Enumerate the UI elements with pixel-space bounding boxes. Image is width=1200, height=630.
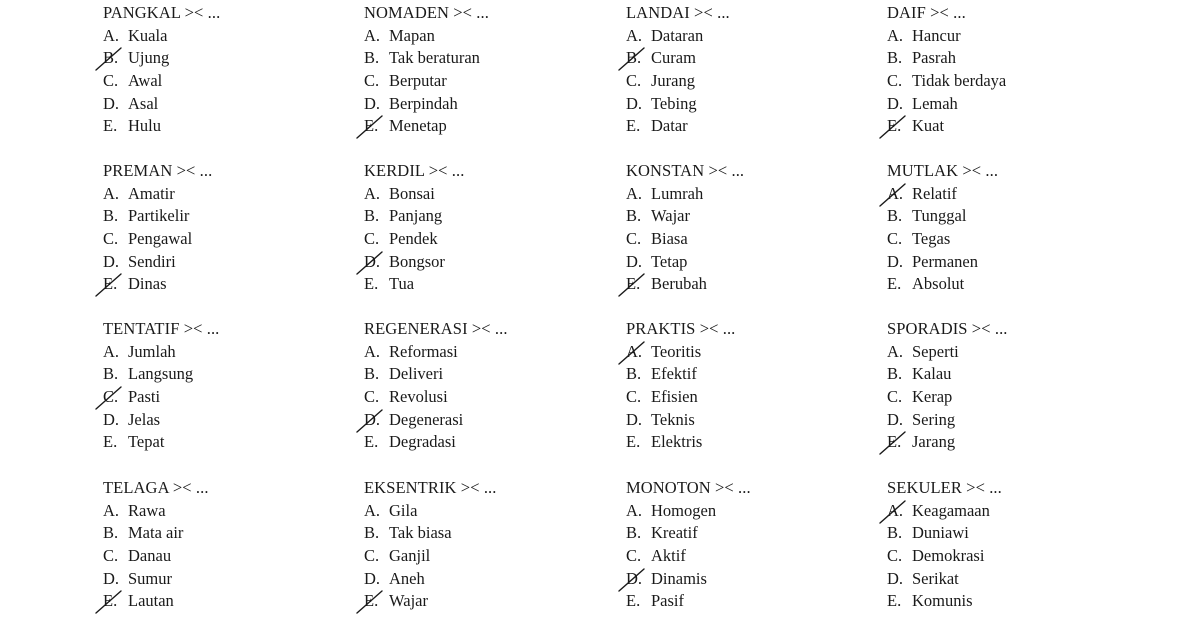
answer-option [626, 341, 866, 364]
option-text: Keagamaan [912, 500, 990, 520]
option-text: Tua [389, 274, 415, 294]
answer-option [364, 251, 604, 274]
option-text: Komunis [912, 591, 973, 611]
option-text: Elektris [651, 432, 703, 452]
answer-option [103, 93, 343, 116]
answer-option [364, 386, 604, 409]
question-title: LANDAI >< ... [626, 3, 730, 22]
answer-option [626, 25, 866, 48]
option-letter: D. [364, 568, 381, 588]
question-block [364, 477, 604, 613]
answer-option [626, 522, 866, 545]
option-letter: E. [103, 591, 118, 611]
answer-option [364, 25, 604, 48]
option-text: Degradasi [389, 432, 456, 452]
question-block [364, 2, 604, 138]
option-letter: A. [103, 341, 120, 361]
answer-option [103, 386, 343, 409]
option-letter: B. [103, 206, 119, 226]
option-letter: E. [626, 116, 641, 136]
option-text: Pasrah [912, 48, 956, 68]
answer-option [626, 590, 866, 613]
option-text: Dataran [651, 25, 704, 45]
option-letter: D. [103, 409, 120, 429]
answer-option [103, 500, 343, 523]
option-letter: E. [887, 116, 902, 136]
option-letter: A. [887, 183, 904, 203]
answer-option [887, 409, 1127, 432]
answer-option [887, 228, 1127, 251]
option-text: Pengawal [128, 229, 193, 249]
answer-option [103, 70, 343, 93]
answer-option [103, 568, 343, 591]
option-letter: B. [626, 206, 642, 226]
option-text: Tepat [128, 432, 165, 452]
answer-option [887, 183, 1127, 206]
option-text: Hulu [128, 116, 161, 136]
option-text: Aktif [651, 546, 686, 566]
question-title: KERDIL >< ... [364, 161, 465, 180]
option-letter: D. [626, 93, 643, 113]
answer-option [887, 500, 1127, 523]
answer-option [364, 431, 604, 454]
option-text: Mapan [389, 25, 435, 45]
option-letter: E. [103, 274, 118, 294]
option-letter: D. [626, 568, 643, 588]
option-text: Teoritis [651, 341, 702, 361]
answer-option [103, 183, 343, 206]
option-letter: B. [103, 523, 119, 543]
option-letter: E. [364, 116, 379, 136]
answer-option [103, 431, 343, 454]
answer-option [626, 363, 866, 386]
option-letter: D. [364, 251, 381, 271]
answer-option [887, 341, 1127, 364]
option-text: Menetap [389, 116, 447, 136]
option-text: Aneh [389, 568, 425, 588]
option-text: Pendek [389, 229, 438, 249]
option-letter: E. [364, 591, 379, 611]
answer-option [887, 47, 1127, 70]
option-letter: B. [364, 206, 380, 226]
option-text: Berpindah [389, 93, 458, 113]
answer-option [626, 47, 866, 70]
option-letter: D. [626, 409, 643, 429]
option-text: Tegas [912, 229, 951, 249]
option-text: Wajar [651, 206, 690, 226]
question-block [626, 318, 866, 454]
option-text: Revolusi [389, 387, 448, 407]
option-letter: B. [364, 523, 380, 543]
option-text: Lumrah [651, 183, 704, 203]
option-letter: E. [887, 274, 902, 294]
option-text: Pasif [651, 591, 684, 611]
question-title: SPORADIS >< ... [887, 319, 1008, 338]
option-text: Seperti [912, 341, 959, 361]
option-text: Tunggal [912, 206, 967, 226]
answer-option [887, 545, 1127, 568]
question-block [626, 2, 866, 138]
option-letter: C. [364, 546, 380, 566]
question-block [103, 160, 343, 296]
option-letter: E. [103, 432, 118, 452]
option-text: Mata air [128, 523, 184, 543]
option-letter: B. [887, 523, 903, 543]
option-text: Deliveri [389, 364, 444, 384]
option-text: Tidak berdaya [912, 71, 1007, 91]
answer-option [887, 251, 1127, 274]
answer-option [626, 431, 866, 454]
option-text: Awal [128, 71, 163, 91]
option-letter: D. [887, 409, 904, 429]
option-letter: A. [626, 500, 643, 520]
question-title: TENTATIF >< ... [103, 319, 220, 338]
question-title: PREMAN >< ... [103, 161, 213, 180]
option-letter: C. [887, 229, 903, 249]
option-letter: A. [364, 341, 381, 361]
answer-option [364, 545, 604, 568]
answer-option [364, 341, 604, 364]
option-letter: A. [364, 183, 381, 203]
option-letter: C. [364, 229, 380, 249]
answer-option [364, 590, 604, 613]
option-letter: D. [626, 251, 643, 271]
option-letter: C. [103, 387, 119, 407]
option-text: Jelas [128, 409, 161, 429]
answer-option [626, 251, 866, 274]
option-text: Tak biasa [389, 523, 452, 543]
option-text: Biasa [651, 229, 688, 249]
option-letter: C. [887, 387, 903, 407]
option-letter: D. [103, 568, 120, 588]
answer-option [887, 386, 1127, 409]
answer-option [887, 363, 1127, 386]
answer-option [103, 409, 343, 432]
answer-option [103, 545, 343, 568]
option-letter: C. [103, 71, 119, 91]
answer-option [626, 183, 866, 206]
option-letter: A. [103, 25, 120, 45]
answer-option [364, 47, 604, 70]
answer-option [364, 115, 604, 138]
answer-option [887, 568, 1127, 591]
option-text: Curam [651, 48, 696, 68]
answer-option [887, 115, 1127, 138]
question-title: TELAGA >< ... [103, 478, 209, 497]
answer-option [364, 205, 604, 228]
answer-option [364, 363, 604, 386]
answer-option [887, 522, 1127, 545]
option-letter: A. [887, 500, 904, 520]
answer-option [364, 93, 604, 116]
option-letter: D. [103, 93, 120, 113]
option-text: Demokrasi [912, 546, 985, 566]
option-letter: B. [103, 48, 119, 68]
option-text: Jarang [912, 432, 956, 452]
option-letter: C. [103, 546, 119, 566]
answer-option [103, 115, 343, 138]
question-block [887, 318, 1127, 454]
question-title: MUTLAK >< ... [887, 161, 999, 180]
option-letter: D. [364, 409, 381, 429]
option-letter: C. [887, 546, 903, 566]
option-letter: B. [103, 364, 119, 384]
question-block [103, 318, 343, 454]
option-letter: C. [626, 71, 642, 91]
answer-option [887, 70, 1127, 93]
question-title: KONSTAN >< ... [626, 161, 745, 180]
option-letter: C. [364, 387, 380, 407]
option-letter: A. [364, 25, 381, 45]
option-letter: B. [887, 206, 903, 226]
option-letter: A. [103, 183, 120, 203]
option-letter: D. [364, 93, 381, 113]
option-letter: D. [887, 251, 904, 271]
answer-option [103, 47, 343, 70]
answer-option [103, 228, 343, 251]
option-letter: E. [626, 274, 641, 294]
option-letter: C. [364, 71, 380, 91]
option-letter: E. [364, 432, 379, 452]
option-letter: C. [626, 387, 642, 407]
option-text: Sumur [128, 568, 173, 588]
option-letter: B. [364, 48, 380, 68]
answer-option [626, 93, 866, 116]
option-text: Berubah [651, 274, 707, 294]
option-text: Absolut [912, 274, 965, 294]
option-text: Bonsai [389, 183, 435, 203]
answer-option [103, 522, 343, 545]
answer-option [887, 590, 1127, 613]
answer-option [626, 273, 866, 296]
question-title: SEKULER >< ... [887, 478, 1002, 497]
option-text: Kuat [912, 116, 945, 136]
answer-option [626, 409, 866, 432]
option-text: Kuala [128, 25, 168, 45]
option-text: Reformasi [389, 341, 458, 361]
option-text: Dinas [128, 274, 167, 294]
option-letter: C. [626, 546, 642, 566]
question-title: MONOTON >< ... [626, 478, 751, 497]
option-text: Hancur [912, 25, 961, 45]
option-letter: B. [626, 523, 642, 543]
option-text: Gila [389, 500, 418, 520]
option-text: Kerap [912, 387, 953, 407]
option-text: Sendiri [128, 251, 176, 271]
option-text: Lautan [128, 591, 174, 611]
answer-option [364, 228, 604, 251]
option-letter: B. [364, 364, 380, 384]
question-block [103, 2, 343, 138]
answer-option [626, 386, 866, 409]
answer-option [364, 500, 604, 523]
option-letter: A. [626, 25, 643, 45]
option-text: Jumlah [128, 341, 176, 361]
option-text: Langsung [128, 364, 194, 384]
option-text: Kalau [912, 364, 952, 384]
option-letter: C. [626, 229, 642, 249]
option-letter: E. [887, 591, 902, 611]
option-letter: D. [887, 568, 904, 588]
option-letter: E. [887, 432, 902, 452]
answer-option [626, 205, 866, 228]
question-title: NOMADEN >< ... [364, 3, 489, 22]
question-block [887, 477, 1127, 613]
answer-option [626, 115, 866, 138]
option-text: Danau [128, 546, 172, 566]
option-text: Rawa [128, 500, 166, 520]
option-text: Duniawi [912, 523, 969, 543]
answer-option [364, 183, 604, 206]
option-letter: A. [626, 341, 643, 361]
question-block [887, 2, 1127, 138]
answer-option [103, 363, 343, 386]
option-text: Pasti [128, 387, 161, 407]
option-text: Degenerasi [389, 409, 464, 429]
question-title: PANGKAL >< ... [103, 3, 221, 22]
answer-option [626, 228, 866, 251]
option-text: Homogen [651, 500, 717, 520]
option-letter: E. [364, 274, 379, 294]
answer-option [103, 341, 343, 364]
answer-option [364, 70, 604, 93]
question-block [626, 160, 866, 296]
answer-option [626, 70, 866, 93]
option-text: Tak beraturan [389, 48, 480, 68]
answer-option [626, 545, 866, 568]
option-letter: C. [103, 229, 119, 249]
answer-option [887, 431, 1127, 454]
option-text: Wajar [389, 591, 428, 611]
option-text: Berputar [389, 71, 447, 91]
question-block [364, 318, 604, 454]
option-text: Permanen [912, 251, 978, 271]
answer-option [364, 568, 604, 591]
option-text: Amatir [128, 183, 175, 203]
question-block [887, 160, 1127, 296]
option-letter: A. [887, 25, 904, 45]
option-letter: B. [626, 48, 642, 68]
option-text: Datar [651, 116, 688, 136]
option-text: Efektif [651, 364, 697, 384]
answer-option [364, 409, 604, 432]
option-text: Partikelir [128, 206, 190, 226]
answer-option [364, 522, 604, 545]
option-text: Tetap [651, 251, 688, 271]
answer-option [887, 205, 1127, 228]
option-text: Dinamis [651, 568, 707, 588]
option-text: Tebing [651, 93, 697, 113]
answer-option [626, 568, 866, 591]
option-text: Efisien [651, 387, 698, 407]
answer-option [626, 500, 866, 523]
question-block [364, 160, 604, 296]
option-letter: A. [364, 500, 381, 520]
answer-option [887, 93, 1127, 116]
option-text: Bongsor [389, 251, 445, 271]
option-letter: E. [626, 432, 641, 452]
option-text: Jurang [651, 71, 695, 91]
option-letter: E. [103, 116, 118, 136]
option-letter: B. [887, 48, 903, 68]
option-text: Sering [912, 409, 956, 429]
option-letter: B. [887, 364, 903, 384]
question-block [626, 477, 866, 613]
answer-option [887, 25, 1127, 48]
option-letter: E. [626, 591, 641, 611]
option-letter: D. [887, 93, 904, 113]
option-text: Ganjil [389, 546, 431, 566]
option-text: Kreatif [651, 523, 698, 543]
answer-option [103, 251, 343, 274]
option-text: Ujung [128, 48, 170, 68]
answer-option [887, 273, 1127, 296]
option-letter: A. [626, 183, 643, 203]
answer-option [103, 590, 343, 613]
answer-option [103, 273, 343, 296]
option-letter: A. [887, 341, 904, 361]
question-title: REGENERASI >< ... [364, 319, 508, 338]
option-text: Relatif [912, 183, 957, 203]
option-text: Asal [128, 93, 159, 113]
option-letter: D. [103, 251, 120, 271]
question-title: PRAKTIS >< ... [626, 319, 736, 338]
option-text: Lemah [912, 93, 958, 113]
option-text: Teknis [651, 409, 695, 429]
question-title: EKSENTRIK >< ... [364, 478, 497, 497]
option-letter: A. [103, 500, 120, 520]
option-text: Serikat [912, 568, 959, 588]
question-block [103, 477, 343, 613]
option-text: Panjang [389, 206, 443, 226]
option-letter: C. [887, 71, 903, 91]
answer-option [103, 205, 343, 228]
option-letter: B. [626, 364, 642, 384]
answer-option [103, 25, 343, 48]
answer-option [364, 273, 604, 296]
question-title: DAIF >< ... [887, 3, 966, 22]
